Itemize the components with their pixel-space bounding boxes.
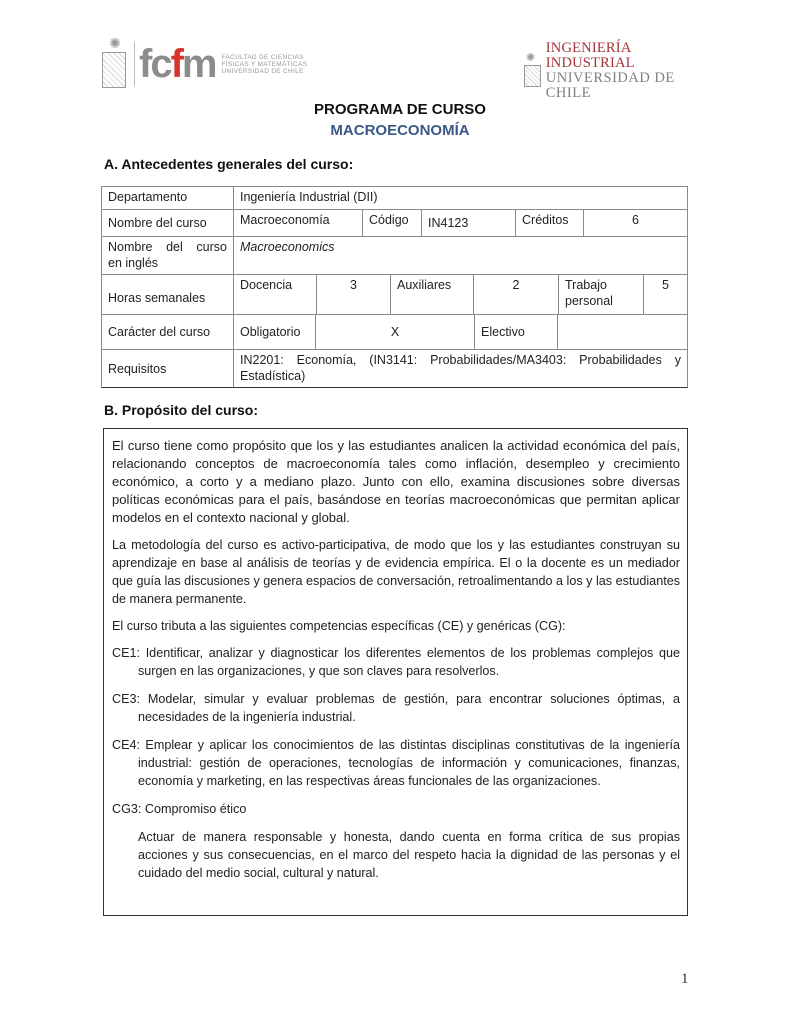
label-nombre: Nombre del curso [102,210,234,236]
department-name: INGENIERÍA INDUSTRIAL [545,40,635,71]
page-number: 1 [681,971,689,987]
section-a-heading: A. Antecedentes generales del curso: [104,156,354,172]
course-title: MACROECONOMÍA [330,122,470,139]
competency-cg3-description: Actuar de manera responsable y honesta, dando cuenta en forma crítica de sus propias acciones y sus consecuencias, en el marco del respeto hacia la dignidad de las personas y el cuidado del medio social, cultural y natural. [138,830,680,880]
table-row-caracter [101,314,688,349]
faculty-name: FACULTAD DE CIENCIAS FÍSICAS Y MATEMÁTICAS UNIVERSIDAD DE CHILE [221,53,308,75]
competency-ce4: CE4: Emplear y aplicar los conocimientos de las distintas disciplinas constitutivas de la ingeniería industrial: gestión de operaciones, tecnologías de información y comunicaciones, finanzas, economía y marketing, en las respectivas áreas funcionales de las organizaciones. [112,738,681,788]
university-crest-icon: ✺ [523,53,542,89]
university-crest-icon: ✺ [100,36,130,92]
label-departamento: Departamento [102,187,234,209]
university-name: UNIVERSIDAD DE CHILE [545,70,675,101]
value-docencia: 3 [317,275,391,314]
value-departamento: Ingeniería Industrial (DII) [240,190,378,204]
label-electivo: Electivo [475,315,558,349]
ingenieria-industrial-logo [523,40,713,101]
table-row-nombre-ingles [101,236,688,274]
competency-ce1: CE1: Identificar, analizar y diagnosticar los diferentes elementos de los problemas complejos que surgen en las organizaciones, y que son claves para resolverlos. [112,646,681,678]
label-codigo: Código [363,210,422,236]
competencies-intro: El curso tributa a las siguientes competencias específicas (CE) y genéricas (CG): [112,619,566,633]
course-info-table [101,186,688,388]
label-caracter: Carácter del curso [102,315,234,349]
label-horas: Horas semanales [102,275,234,314]
value-requisitos: IN2201: Economía, (IN3141: Probabilidades/MA3403: Probabilidades y Estadística) [240,353,681,383]
methodology-paragraph: La metodología del curso es activo-participativa, de modo que los y las estudiantes construyan su aprendizaje en base al análisis de teorías y de evidencia empírica. El o la docente es un mediador que guía las discusiones y genera espacios de conversación, retroalimentando a los y las estudiantes de manera permanente. [112,538,680,606]
fcfm-logo [100,33,320,95]
label-requisitos: Requisitos [102,350,234,387]
competency-ce3: CE3: Modelar, simular y evaluar problemas de gestión, para encontrar soluciones óptimas, a necesidades de la ingeniería industrial. [112,692,680,724]
value-nombre: Macroeconomía [234,210,363,236]
label-docencia: Docencia [234,275,317,314]
competency-cg3: CG3: Compromiso ético [112,802,247,816]
value-obligatorio: X [316,315,475,349]
label-nombre-ingles: Nombre del curso en inglés [102,237,234,274]
value-electivo [558,315,687,349]
label-trabajo-personal: Trabajo personal [559,275,644,314]
fcfm-wordmark: fcfm [134,42,215,86]
value-trabajo-personal: 5 [662,278,669,292]
table-row-horas [101,274,688,314]
purpose-paragraph: El curso tiene como propósito que los y las estudiantes analicen la actividad económica del país, relacionando conceptos de macroeconomía tales como inflación, desempleo y crecimiento económico, a corto y a mediano plazo. Junto con ello, examina discusiones sobre diversas políticas económicas para el país, basándose en teorías macroeconómicas que permitan aplicar modelos en el contexto nacional y global. [112,438,680,525]
value-creditos: 6 [632,213,639,227]
value-auxiliares: 2 [474,275,559,314]
label-auxiliares: Auxiliares [391,275,474,314]
table-row-nombre [101,209,688,236]
section-b-heading: B. Propósito del curso: [104,402,259,418]
label-obligatorio: Obligatorio [234,315,316,349]
table-row-requisitos [101,349,688,388]
value-codigo: IN4123 [422,210,516,236]
table-row-departamento [101,186,688,209]
purpose-box [103,428,688,916]
label-creditos: Créditos [516,210,584,236]
document-title: PROGRAMA DE CURSO [314,101,486,118]
value-nombre-ingles: Macroeconomics [240,240,335,254]
